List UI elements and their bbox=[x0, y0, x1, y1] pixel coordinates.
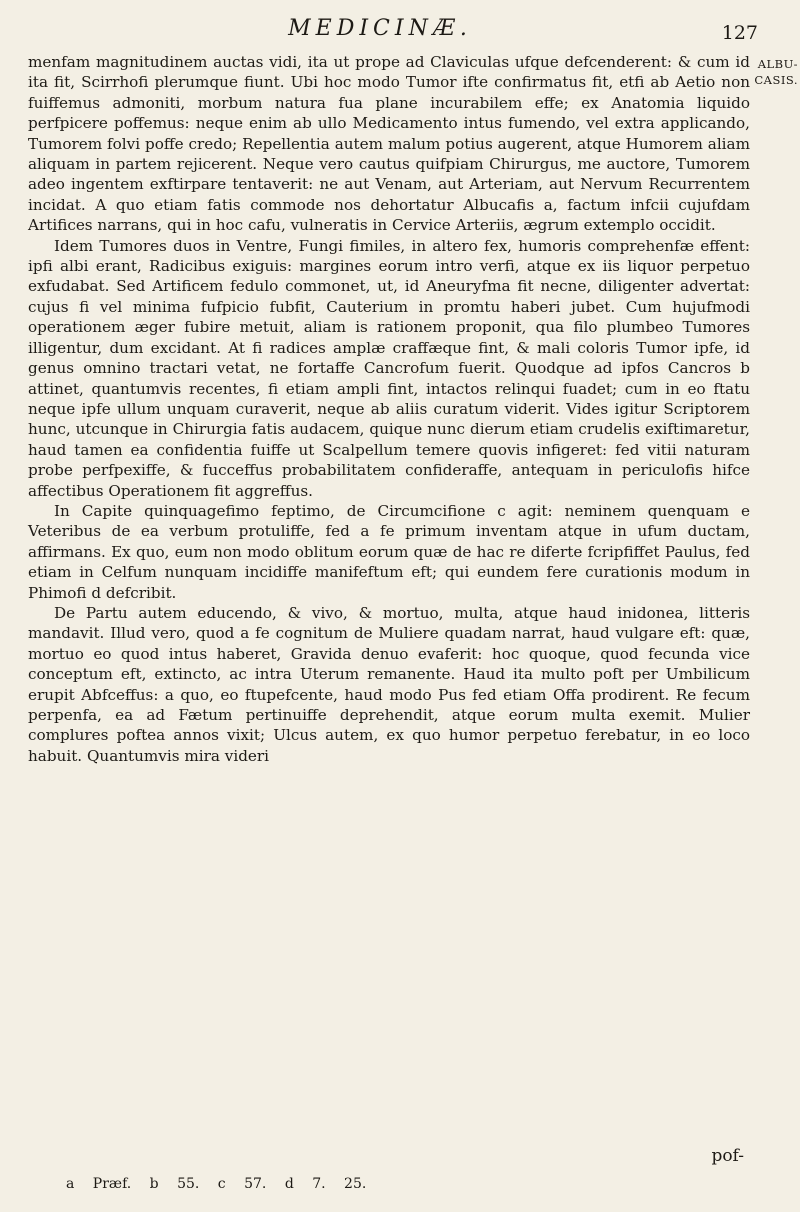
paragraph: menfam magnitudinem auctas vidi, ita ut prope ad Claviculas ufque defcenderent: & cum id ita fit, Scirrhofi plerumque fiunt. Ubi hoc modo Tumor ifte confirmatus fit, etfi ab Aetio non fuiffemus admoniti, morbum natura fua plane incurabilem effe; ex Anatomia liquido perfpicere poffemus: neque enim ab ullo Medicamento intus fumendo, vel extra applicando, Tumorem folvi poffe credo; Repellentia autem malum potius augerent, atque Humorem aliam aliquam in partem rejicerent. Neque vero cautus quifpiam Chirurgus, me auctore, Tumorem adeo ingentem exftirpare tentaverit: ne aut Venam, aut Arteriam, aut Nervum Recurrentem incidat. A quo etiam fatis commode nos dehortatur Albucafis a, factum infcii cujufdam Artifices narrans, qui in hoc cafu, vulneratis in Cervice Arteriis, ægrum extemplo occidit. bbox=[28, 53, 750, 235]
margin-note bbox=[752, 56, 798, 88]
margin-note-line: ALBU- bbox=[757, 57, 798, 71]
paragraph: Idem Tumores duos in Ventre, Fungi fimiles, in altero fex, humoris comprehenfæ effent: ipfi albi erant, Radicibus exiguis: margines eorum intro verfi, atque ex iis liquor perpetuo exfudabat. Sed Artificem fedulo commonet, ut, id Aneuryfma fit necne, diligenter advertat: cujus fi vel minima fufpicio fubfit, Cauterium in promtu haberi jubet. Cum hujufmodi operationem æger fubire metuit, aliam is rationem proponit, qua filo plumbeo Tumores illigentur, dum excidant. At fi radices amplæ craffæque fint, & mali coloris Tumor ipfe, id genus omnino tractari vetat, ne fortaffe Cancrofum fuerit. Quodque ad ipfos Cancros b attinet, quantumvis recentes, fi etiam ampli fint, intactos relinqui fuadet; cum in eo ftatu neque ipfe ullum unquam curaverit, neque ab aliis curatum viderit. Vides igitur Scriptorem hunc, utcunque in Chirurgia fatis audacem, quique nunc dierum etiam crudelis exiftimaretur, haud tamen ea confidentia fuiffe ut Scalpellum temere quovis infigeret: fed vitii naturam probe perfpexiffe, & fucceffus probabilitatem confideraffe, antequam in periculofis hifce affectibus Operationem fit aggreffus. bbox=[28, 236, 750, 500]
footnotes bbox=[66, 1176, 366, 1192]
footnote: c 57. bbox=[217, 1176, 267, 1192]
running-title: MEDICINÆ. bbox=[288, 16, 472, 41]
margin-note-line: CASIS. bbox=[754, 73, 798, 87]
paragraph: In Capite quinquagefimo feptimo, de Circumcifione c agit: neminem quenquam e Veteribus de ea verbum protuliffe, fed a fe primum inventam atque in ufum ductam, affirmans. Ex quo, eum non modo oblitum eorum quæ de hac re diferte fcripfiffet Paulus, fed etiam in Celfum nunquam incidiffe manifeftum eft; qui eundem fere curationis modum in Phimofi d defcribit. bbox=[28, 501, 750, 602]
catchword: pof- bbox=[711, 1146, 744, 1166]
body-text bbox=[28, 52, 750, 766]
footnote: a Præf. bbox=[66, 1176, 132, 1192]
paragraph: De Partu autem educendo, & vivo, & mortuo, multa, atque haud inidonea, litteris mandavit. Illud vero, quod a fe cognitum de Muliere quadam narrat, haud vulgare eft: quæ, mortuo eo quod intus haberet, Gravida denuo evaferit: hoc quoque, quod fecunda vice conceptum eft, extincto, ac intra Uterum remanente. Haud ita multo poft per Umbilicum erupit Abfceffus: a quo, eo ftupefcente, haud modo Pus fed etiam Offa prodirent. Re fecum perpenfa, ea ad Fætum pertinuiffe deprehendit, atque eorum multa exemit. Mulier complures poftea annos vixit; Ulcus autem, ex quo humor perpetuo ferebatur, in eo loco habuit. Quantumvis mira videri bbox=[28, 603, 750, 765]
footnote: b 55. bbox=[149, 1176, 200, 1192]
page-number: 127 bbox=[721, 22, 758, 44]
footnote: d 7. 25. bbox=[284, 1176, 367, 1192]
